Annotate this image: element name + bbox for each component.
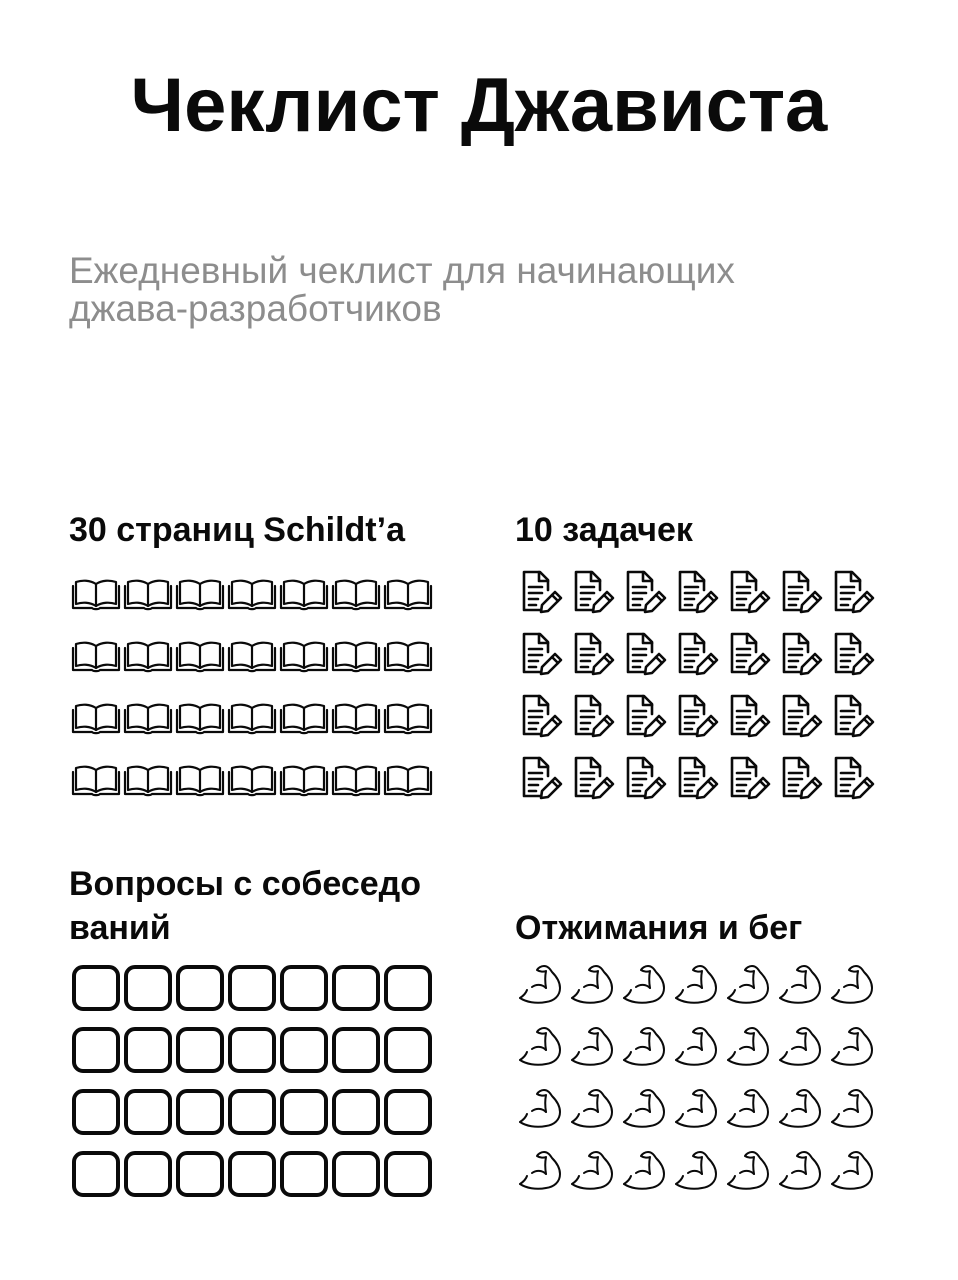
flexed-biceps-icon — [618, 1084, 670, 1136]
document-pencil-icon — [514, 566, 566, 618]
open-book-icon — [278, 692, 330, 744]
checkbox-icon[interactable] — [122, 1024, 174, 1076]
document-pencil-icon — [826, 752, 878, 804]
open-book-icon — [226, 568, 278, 620]
document-pencil-icon — [670, 752, 722, 804]
document-pencil-icon — [670, 628, 722, 680]
page-title: Чеклист Джависта — [130, 63, 828, 148]
open-book-icon — [70, 692, 122, 744]
page-subtitle — [69, 252, 849, 328]
checkbox-icon[interactable] — [382, 1086, 434, 1138]
flexed-biceps-icon — [826, 1146, 878, 1198]
document-pencil-icon — [774, 566, 826, 618]
open-book-icon — [70, 754, 122, 806]
document-pencil-icon — [566, 690, 618, 742]
open-book-icon — [122, 568, 174, 620]
document-pencil-icon — [722, 690, 774, 742]
flexed-biceps-icon — [774, 960, 826, 1012]
open-book-icon — [330, 754, 382, 806]
open-book-icon — [226, 754, 278, 806]
flexed-biceps-icon — [670, 1084, 722, 1136]
open-book-icon — [382, 692, 434, 744]
flexed-biceps-icon — [774, 1022, 826, 1074]
subtitle-line-1: Ежедневный чеклист для начинающих — [69, 250, 735, 291]
open-book-icon — [122, 692, 174, 744]
flexed-biceps-icon — [514, 1022, 566, 1074]
subtitle-line-2: джава-разработчиков — [69, 288, 442, 329]
document-pencil-icon — [670, 690, 722, 742]
flexed-biceps-icon — [774, 1146, 826, 1198]
flexed-biceps-icon — [618, 1022, 670, 1074]
checkbox-icon[interactable] — [174, 962, 226, 1014]
flexed-biceps-icon — [514, 1146, 566, 1198]
questions-section-title — [69, 862, 469, 950]
flexed-biceps-icon — [566, 1084, 618, 1136]
open-book-icon — [174, 692, 226, 744]
document-pencil-icon — [618, 690, 670, 742]
checkbox-icon[interactable] — [278, 1086, 330, 1138]
pushups-grid — [514, 960, 878, 1208]
open-book-icon — [70, 630, 122, 682]
flexed-biceps-icon — [722, 1022, 774, 1074]
flexed-biceps-icon — [618, 1146, 670, 1198]
open-book-icon — [226, 630, 278, 682]
books-grid — [70, 568, 434, 816]
document-pencil-icon — [774, 690, 826, 742]
open-book-icon — [278, 754, 330, 806]
document-pencil-icon — [514, 752, 566, 804]
flexed-biceps-icon — [826, 960, 878, 1012]
checkbox-icon[interactable] — [330, 962, 382, 1014]
checkbox-icon[interactable] — [70, 1024, 122, 1076]
checkbox-icon[interactable] — [330, 1148, 382, 1200]
document-pencil-icon — [514, 628, 566, 680]
document-pencil-icon — [618, 752, 670, 804]
checkbox-icon[interactable] — [174, 1024, 226, 1076]
document-pencil-icon — [566, 566, 618, 618]
flexed-biceps-icon — [514, 960, 566, 1012]
document-pencil-icon — [722, 752, 774, 804]
checkbox-icon[interactable] — [278, 1024, 330, 1076]
open-book-icon — [382, 630, 434, 682]
document-pencil-icon — [618, 566, 670, 618]
document-pencil-icon — [618, 628, 670, 680]
flexed-biceps-icon — [566, 960, 618, 1012]
flexed-biceps-icon — [722, 1146, 774, 1198]
document-pencil-icon — [826, 628, 878, 680]
checkbox-icon[interactable] — [382, 962, 434, 1014]
open-book-icon — [278, 630, 330, 682]
checkbox-icon[interactable] — [330, 1024, 382, 1076]
questions-title-line-2: ваний — [69, 909, 171, 947]
checkbox-icon[interactable] — [330, 1086, 382, 1138]
checkbox-icon[interactable] — [226, 1086, 278, 1138]
flexed-biceps-icon — [514, 1084, 566, 1136]
document-pencil-icon — [722, 628, 774, 680]
questions-grid — [70, 962, 434, 1210]
flexed-biceps-icon — [826, 1022, 878, 1074]
checkbox-icon[interactable] — [70, 1148, 122, 1200]
checkbox-icon[interactable] — [70, 1086, 122, 1138]
flexed-biceps-icon — [670, 1146, 722, 1198]
flexed-biceps-icon — [670, 960, 722, 1012]
checkbox-icon[interactable] — [174, 1086, 226, 1138]
checkbox-icon[interactable] — [122, 1148, 174, 1200]
flexed-biceps-icon — [722, 1084, 774, 1136]
checkbox-icon[interactable] — [70, 962, 122, 1014]
open-book-icon — [122, 630, 174, 682]
checkbox-icon[interactable] — [278, 962, 330, 1014]
checkbox-icon[interactable] — [382, 1148, 434, 1200]
open-book-icon — [174, 568, 226, 620]
document-pencil-icon — [826, 566, 878, 618]
checkbox-icon[interactable] — [226, 1024, 278, 1076]
checkbox-icon[interactable] — [278, 1148, 330, 1200]
open-book-icon — [330, 630, 382, 682]
tasks-section-title: 10 задачек — [515, 511, 693, 549]
books-section-title: 30 страниц Schildt’a — [69, 511, 405, 549]
document-pencil-icon — [722, 566, 774, 618]
flexed-biceps-icon — [566, 1022, 618, 1074]
document-pencil-icon — [514, 690, 566, 742]
document-pencil-icon — [774, 628, 826, 680]
flexed-biceps-icon — [826, 1084, 878, 1136]
document-pencil-icon — [670, 566, 722, 618]
open-book-icon — [382, 568, 434, 620]
document-pencil-icon — [566, 752, 618, 804]
checkbox-icon[interactable] — [226, 962, 278, 1014]
pushups-section-title: Отжимания и бег — [515, 909, 803, 947]
open-book-icon — [382, 754, 434, 806]
open-book-icon — [278, 568, 330, 620]
document-pencil-icon — [826, 690, 878, 742]
flexed-biceps-icon — [618, 960, 670, 1012]
open-book-icon — [330, 692, 382, 744]
checkbox-icon[interactable] — [122, 962, 174, 1014]
document-pencil-icon — [566, 628, 618, 680]
checkbox-icon[interactable] — [174, 1148, 226, 1200]
open-book-icon — [174, 754, 226, 806]
checkbox-icon[interactable] — [382, 1024, 434, 1076]
open-book-icon — [174, 630, 226, 682]
tasks-grid — [514, 566, 878, 814]
open-book-icon — [226, 692, 278, 744]
questions-title-line-1: Вопросы с собеседо — [69, 865, 422, 903]
flexed-biceps-icon — [566, 1146, 618, 1198]
flexed-biceps-icon — [774, 1084, 826, 1136]
flexed-biceps-icon — [670, 1022, 722, 1074]
document-pencil-icon — [774, 752, 826, 804]
open-book-icon — [70, 568, 122, 620]
checkbox-icon[interactable] — [122, 1086, 174, 1138]
checkbox-icon[interactable] — [226, 1148, 278, 1200]
open-book-icon — [330, 568, 382, 620]
flexed-biceps-icon — [722, 960, 774, 1012]
open-book-icon — [122, 754, 174, 806]
